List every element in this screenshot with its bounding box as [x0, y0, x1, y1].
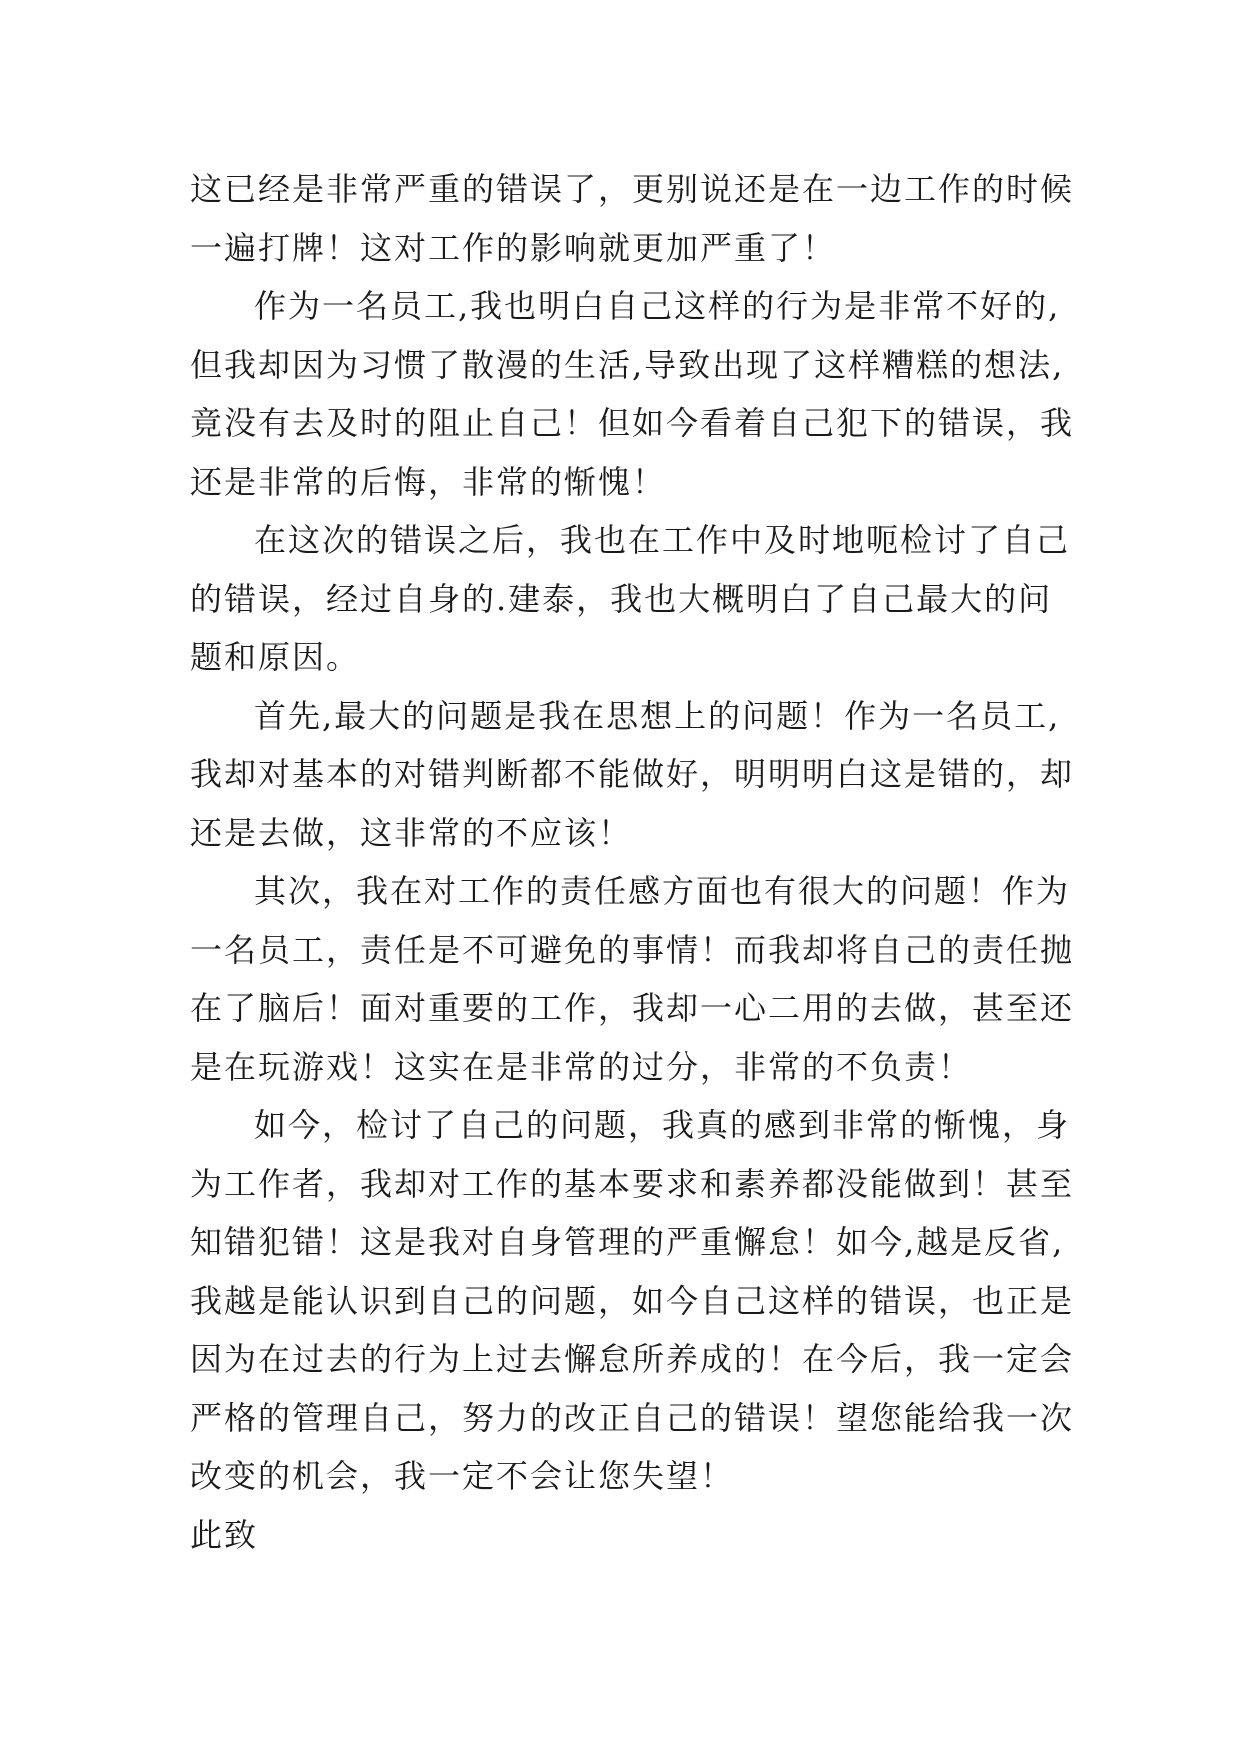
paragraph-start-line: 作为一名员工,我也明白自己这样的行为是非常不好的, [254, 287, 1061, 325]
closing-salutation: 此致 [190, 1515, 259, 1554]
text-line: 一名员工，责任是不可避免的事情！而我却将自己的责任抛 [190, 930, 1075, 969]
paragraph-start-line: 其次，我在对工作的责任感方面也有很大的问题！作为 [254, 872, 1071, 910]
text-line: 因为在过去的行为上过去懈怠所养成的！在今后，我一定会 [190, 1340, 1075, 1378]
text-line: 还是非常的后悔，非常的惭愧！ [190, 462, 667, 501]
paragraph-start-line: 如今，检讨了自己的问题，我真的感到非常的惭愧，身 [254, 1106, 1071, 1144]
text-line: 题和原因。 [190, 638, 361, 676]
text-line: 但我却因为习惯了散漫的生活,导致出现了这样糟糕的想法, [190, 345, 1065, 384]
text-line: 为工作者，我却对工作的基本要求和素养都没能做到！甚至 [190, 1164, 1075, 1203]
text-line: 知错犯错！这是我对自身管理的严重懈怠！如今,越是反省, [190, 1223, 1065, 1261]
text-line: 一遍打牌！这对工作的影响就更加严重了！ [190, 228, 837, 267]
text-line: 改变的机会，我一定不会让您失望！ [190, 1457, 735, 1495]
paragraph-start-line: 首先,最大的问题是我在思想上的问题！作为一名员工, [254, 696, 1061, 735]
text-line: 竟没有去及时的阻止自己！但如今看着自己犯下的错误，我 [190, 404, 1075, 442]
paragraph-start-line: 在这次的错误之后，我也在工作中及时地呃检讨了自己 [254, 521, 1071, 559]
text-line: 还是去做，这非常的不应该！ [190, 813, 633, 852]
text-line: 严格的管理自己，努力的改正自己的错误！望您能给我一次 [190, 1398, 1075, 1437]
text-line: 我越是能认识到自己的问题，如今自己这样的错误，也正是 [190, 1281, 1075, 1320]
text-line: 是在玩游戏！这实在是非常的过分，非常的不负责！ [190, 1047, 973, 1086]
text-line: 我却对基本的对错判断都不能做好，明明明白这是错的，却 [190, 755, 1075, 793]
text-line: 在了脑后！面对重要的工作，我却一心二用的去做，甚至还 [190, 989, 1075, 1027]
text-line: 的错误，经过自身的.建泰，我也大概明白了自己最大的问 [190, 579, 1053, 618]
document-body [190, 160, 1090, 1564]
text-line: 这已经是非常严重的错误了，更别说还是在一边工作的时候 [190, 170, 1075, 208]
